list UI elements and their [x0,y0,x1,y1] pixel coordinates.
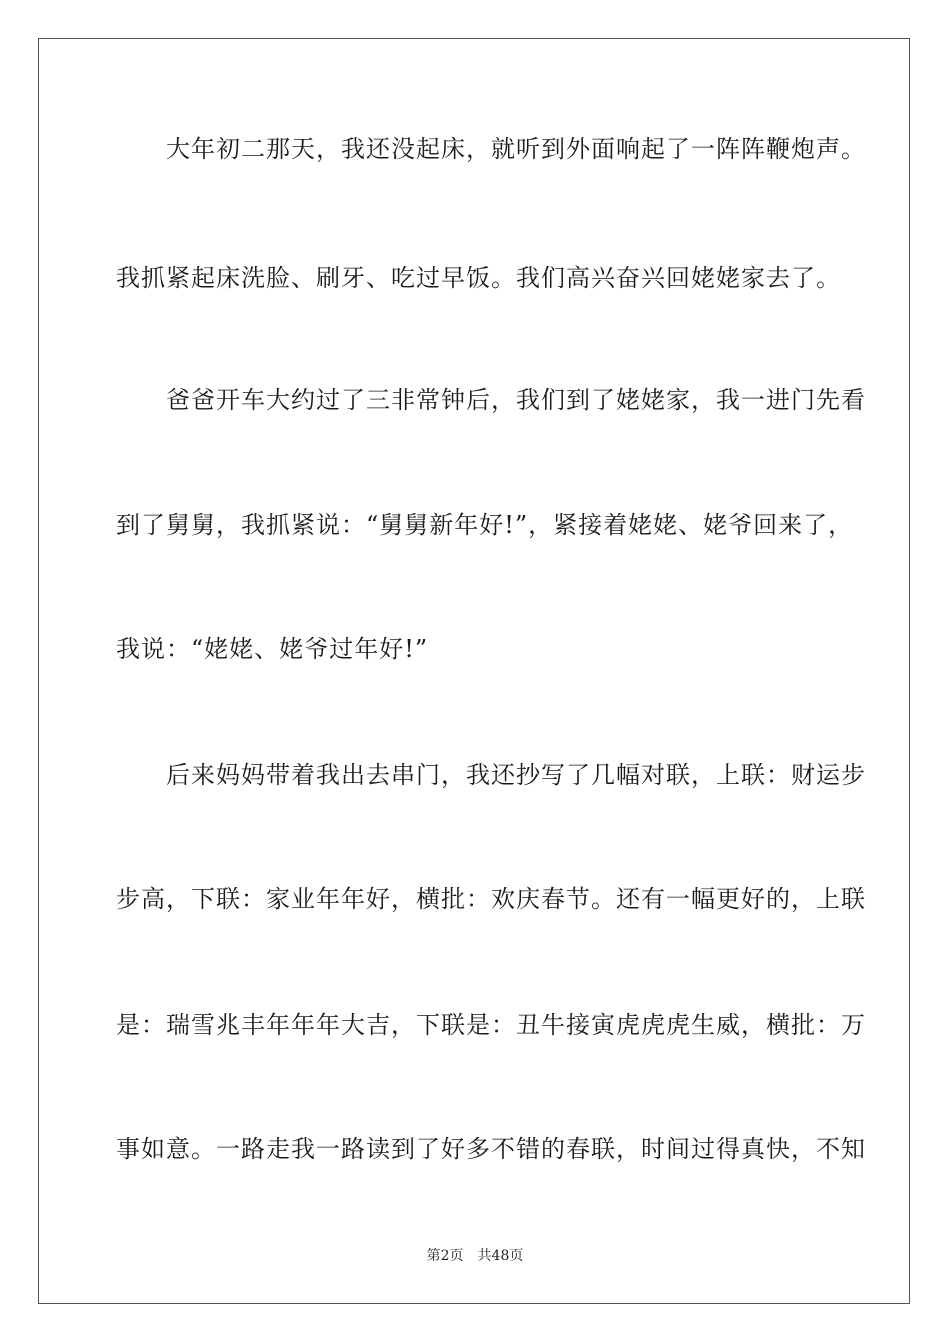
text-line: 事如意。一路走我一路读到了好多不错的春联，时间过得真快，不知 [116,1135,866,1163]
text-line: 大年初二那天，我还没起床，就听到外面响起了一阵阵鞭炮声。 [116,135,866,163]
text-line: 步高，下联：家业年年好，横批：欢庆春节。还有一幅更好的，上联 [116,885,866,913]
page-number: 第2页 [426,1248,464,1264]
text-line: 爸爸开车大约过了三非常钟后，我们到了姥姥家，我一进门先看 [116,386,866,414]
text-line: 我抓紧起床洗脸、刷牙、吃过早饭。我们高兴奋兴回姥姥家去了。 [116,264,841,292]
text-line: 是：瑞雪兆丰年年年大吉，下联是：丑牛接寅虎虎虎生威，横批：万 [116,1011,866,1039]
text-line: 到了舅舅，我抓紧说：“舅舅新年好!”，紧接着姥姥、姥爷回来了， [116,511,854,539]
text-line: 我说：“姥姥、姥爷过年好!” [116,635,429,663]
page-total: 共48页 [477,1248,524,1264]
page-border [38,38,910,1304]
text-line: 后来妈妈带着我出去串门，我还抄写了几幅对联，上联：财运步 [116,761,866,789]
page-footer [0,1246,950,1266]
